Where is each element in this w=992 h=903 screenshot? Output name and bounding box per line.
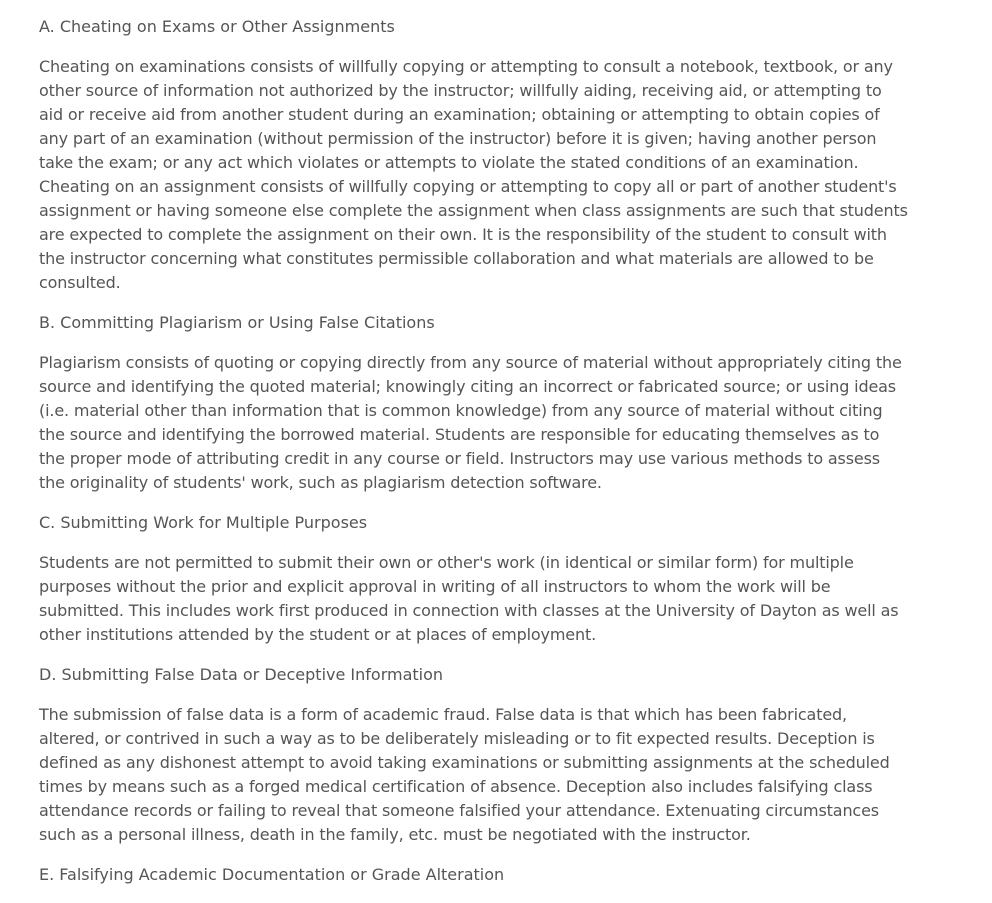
policy-content [39,15,909,903]
section-heading-c: C. Submitting Work for Multiple Purposes [39,513,368,532]
section-body-c: Students are not permitted to submit their own or other's work (in identical or similar form) for multiple purposes without the prior and explicit approval in writing of all instructors to whom the work will be submitted. This includes work first produced in connection with classes at the University of Dayton as well as other institutions attended by the student or at places of employment. [39,553,899,644]
section-heading-b: B. Committing Plagiarism or Using False Citations [39,313,435,332]
section-body-a: Cheating on examinations consists of willfully copying or attempting to consult a notebook, textbook, or any other source of information not authorized by the instructor; willfully aiding, receiving aid, or attempting to aid or receive aid from another student during an examination; obtaining or attempting to obtain copies of any part of an examination (without permission of the instructor) before it is given; having another person take the exam; or any act which violates or attempts to violate the stated conditions of an examination. Cheating on an assignment consists of willfully copying or attempting to copy all or part of another student's assignment or having someone else complete the assignment when class assignments are such that students are expected to complete the assignment on their own. It is the responsibility of the student to consult with the instructor concerning what constitutes permissible collaboration and what materials are allowed to be consulted. [39,57,908,292]
section-heading-e: E. Falsifying Academic Documentation or Grade Alteration [39,865,505,884]
section-heading-d: D. Submitting False Data or Deceptive Information [39,665,444,684]
section-heading-a: A. Cheating on Exams or Other Assignments [39,17,395,36]
section-body-d: The submission of false data is a form of academic fraud. False data is that which has been fabricated, altered, or contrived in such a way as to be deliberately misleading or to fit expected results. Deception is defined as any dishonest attempt to avoid taking examinations or submitting assignments at the scheduled times by means such as a forged medical certification of absence. Deception also includes falsifying class attendance records or failing to reveal that someone falsified your attendance. Extenuating circumstances such as a personal illness, death in the family, etc. must be negotiated with the instructor. [39,705,890,844]
section-body-b: Plagiarism consists of quoting or copying directly from any source of material without appropriately citing the source and identifying the quoted material; knowingly citing an incorrect or fabricated source; or using ideas (i.e. material other than information that is common knowledge) from any source of material without citing the source and identifying the borrowed material. Students are responsible for educating themselves as to the proper mode of attributing credit in any course or field. Instructors may use various methods to assess the originality of students' work, such as plagiarism detection software. [39,353,902,492]
